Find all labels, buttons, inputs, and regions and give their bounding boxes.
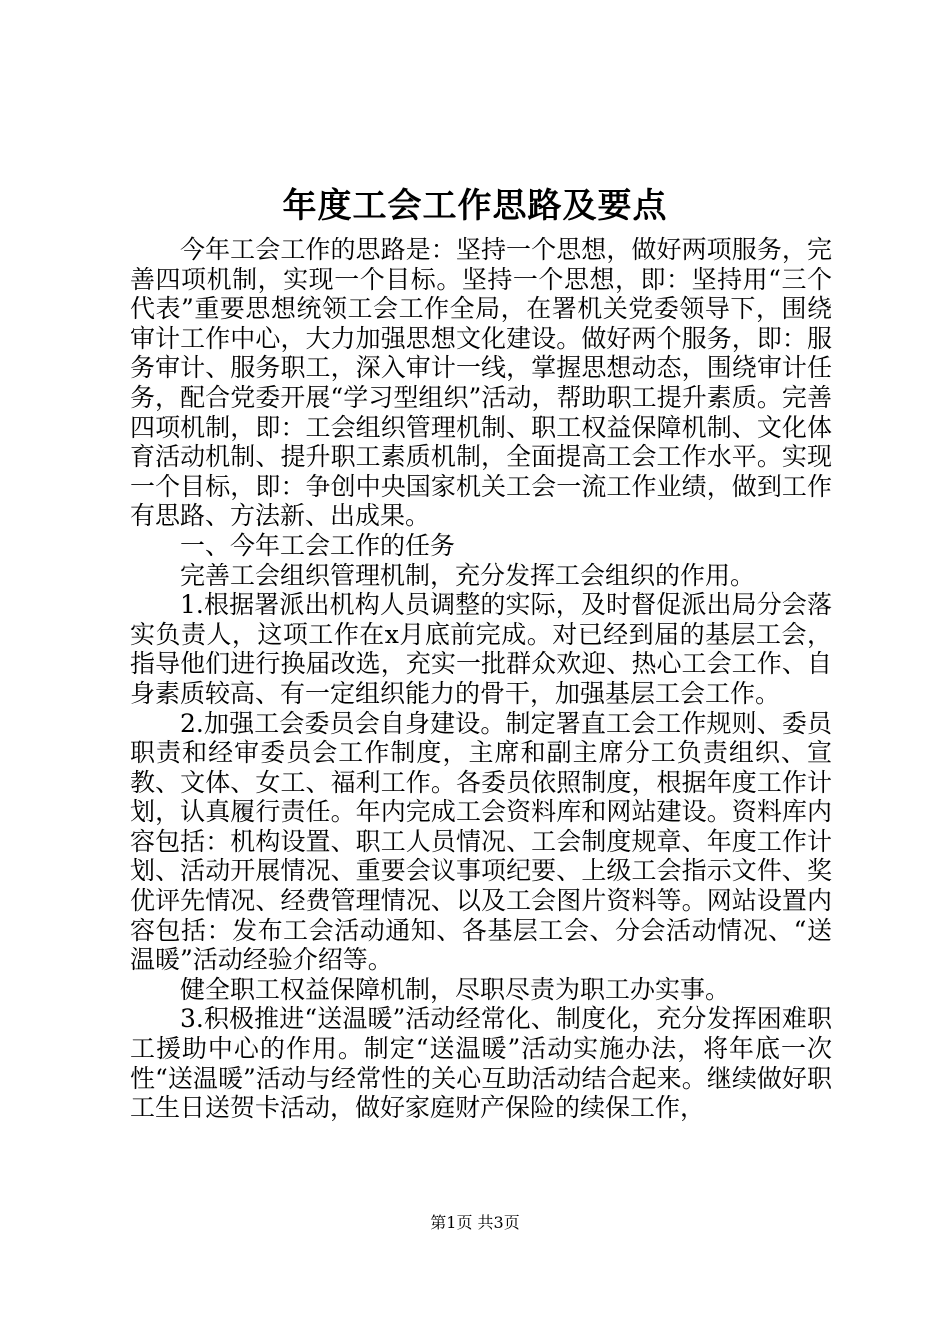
document-title: 年度工会工作思路及要点 [282, 186, 668, 226]
page-footer: 第1页 共3页 [430, 1213, 520, 1232]
paragraph-intro: 今年工会工作的思路是：坚持一个思想，做好两项服务，完善四项机制，实现一个目标。坚持一个思想，即：坚持用“三个代表”重要思想统领工会工作全局，在署机关党委领导下，围绕审计工作中心，大力加强思想文化建设。做好两个服务，即：服务审计、服务职工，深入审计一线，掌握思想动态，围绕审计任务，配合党委开展“学习型组织”活动，帮助职工提升素质。完善四项机制，即：工会组织管理机制、职工权益保障机制、文化体育活动机制、提升职工素质机制，全面提高工会工作水平。实现一个目标，即：争创中央国家机关工会一流工作业绩，做到工作有思路、方法新、出成果。 [130, 235, 832, 531]
paragraph-item-2: 2.加强工会委员会自身建设。制定署直工会工作规则、委员职责和经审委员会工作制度，主席和副主席分工负责组织、宣教、文体、女工、福利工作。各委员依照制度，根据年度工作计划，认真履行责任。年内完成工会资料库和网站建设。资料库内容包括：机构设置、职工人员情况、工会制度规章、年度工作计划、活动开展情况、重要会议事项纪要、上级工会指示文件、奖优评先情况、经费管理情况、以及工会图片资料等。网站设置内容包括：发布工会活动通知、各基层工会、分会活动情况、“送温暖”活动经验介绍等。 [130, 708, 832, 975]
subheading-organization: 完善工会组织管理机制，充分发挥工会组织的作用。 [180, 560, 756, 590]
document-body [130, 235, 832, 1123]
section-heading-tasks: 一、今年工会工作的任务 [180, 530, 456, 560]
paragraph-item-1: 1.根据署派出机构人员调整的实际，及时督促派出局分会落实负责人，这项工作在x月底前完成。对已经到届的基层工会，指导他们进行换届改选，充实一批群众欢迎、热心工会工作、自身素质较高、有一定组织能力的骨干，加强基层工会工作。 [130, 590, 832, 708]
paragraph-item-3: 3.积极推进“送温暖”活动经常化、制度化，充分发挥困难职工援助中心的作用。制定“送温暖”活动实施办法，将年底一次性“送温暖”活动与经常性的关心互助活动结合起来。继续做好职工生日送贺卡活动，做好家庭财产保险的续保工作， [130, 1004, 832, 1123]
subheading-rights: 健全职工权益保障机制，尽职尽责为职工办实事。 [180, 974, 731, 1004]
